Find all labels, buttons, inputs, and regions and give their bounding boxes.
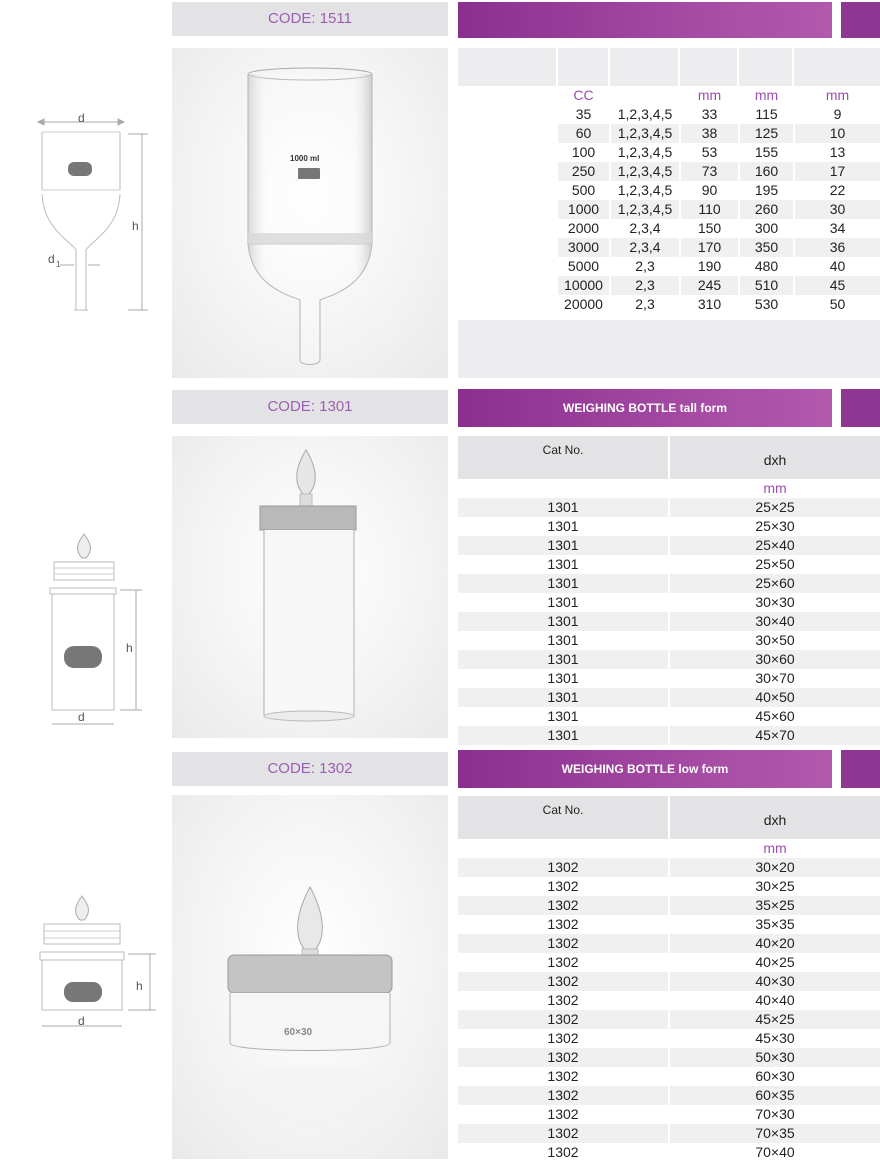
table-cell: 1302 [458, 1048, 669, 1067]
table-cell: 1302 [458, 991, 669, 1010]
table-row [558, 200, 880, 219]
table-cell: 1301 [458, 574, 669, 593]
header-row [458, 796, 880, 839]
table-cell: 70×40 [669, 1143, 880, 1162]
table-cell: 1000 [558, 200, 610, 219]
unit-row [458, 839, 880, 858]
drawing-label-d: d [78, 1014, 85, 1028]
table-cell: 40×40 [669, 991, 880, 1010]
table-cell: 1301 [458, 498, 669, 517]
table-cell: 1302 [458, 877, 669, 896]
table-cell: 1302 [458, 1105, 669, 1124]
table-cell: 90 [680, 181, 739, 200]
table-row [458, 1029, 880, 1048]
table-cell: 40×50 [669, 688, 880, 707]
table-cell: 70×35 [669, 1124, 880, 1143]
table-row [458, 1048, 880, 1067]
unit-row [558, 86, 880, 105]
table-cell: 2,3 [610, 276, 680, 295]
table-cell: 25×60 [669, 574, 880, 593]
table-cell: 1301 [458, 707, 669, 726]
table-row [458, 1086, 880, 1105]
code-label: CODE: 1511 [268, 10, 352, 27]
table-row [458, 498, 880, 517]
table-cell: 310 [680, 295, 739, 314]
table-row [458, 972, 880, 991]
table-cell [458, 839, 669, 858]
table-cell: 60 [558, 124, 610, 143]
title-label: WEIGHING BOTTLE low form [561, 762, 729, 776]
table-cell: 35×25 [669, 896, 880, 915]
table-cell: 10000 [558, 276, 610, 295]
table-cell: 190 [680, 257, 739, 276]
table-cell: 1,2,3,4,5 [610, 124, 680, 143]
table-cell: 45×70 [669, 726, 880, 745]
table-row [458, 915, 880, 934]
table-row [458, 536, 880, 555]
table-cell: 250 [558, 162, 610, 181]
product-photo-1511 [172, 48, 448, 378]
table-row [558, 219, 880, 238]
code-label: CODE: 1302 [267, 760, 353, 777]
table-cell: 40×20 [669, 934, 880, 953]
table-row [458, 593, 880, 612]
table-cell: 115 [739, 105, 794, 124]
table-cell: 160 [739, 162, 794, 181]
table-cell: 350 [739, 238, 794, 257]
spec-table-1302 [458, 796, 880, 1162]
unit-row [458, 479, 880, 498]
table-cell: 30×50 [669, 631, 880, 650]
drawing-label-d: d [78, 710, 85, 724]
table-cell: 510 [739, 276, 794, 295]
table-cell: 30×20 [669, 858, 880, 877]
table-cell: 30 [794, 200, 880, 219]
table-cell: 60×30 [669, 1067, 880, 1086]
table-row [458, 858, 880, 877]
table-row [558, 257, 880, 276]
table-cell: mm [680, 86, 739, 105]
title-label: WEIGHING BOTTLE tall form [563, 401, 727, 415]
low-bottle-drawing-icon [30, 890, 170, 1035]
table-row [458, 991, 880, 1010]
table-cell: 110 [680, 200, 739, 219]
table-cell: 13 [794, 143, 880, 162]
table-cell: 1302 [458, 1067, 669, 1086]
table-cell: 480 [739, 257, 794, 276]
table-cell: 2,3 [610, 257, 680, 276]
table-cell: 9 [794, 105, 880, 124]
table-cell: 155 [739, 143, 794, 162]
table-row [558, 295, 880, 314]
drawing-label-h: h [126, 641, 133, 655]
title-bar-1302 [458, 750, 832, 788]
table-row [558, 276, 880, 295]
table-cell: 300 [739, 219, 794, 238]
table-cell: 1302 [458, 896, 669, 915]
table-cell: 2,3,4 [610, 219, 680, 238]
table-cell [610, 86, 680, 105]
table-cell: 1302 [458, 972, 669, 991]
table-cell: 1302 [458, 858, 669, 877]
table-cell: 1301 [458, 631, 669, 650]
table-cell: 500 [558, 181, 610, 200]
table-cell: 50×30 [669, 1048, 880, 1067]
table-cell: 36 [794, 238, 880, 257]
table-cell: 170 [680, 238, 739, 257]
table-cell: 30×30 [669, 593, 880, 612]
table-cell: 1302 [458, 934, 669, 953]
table-cell: 1,2,3,4,5 [610, 143, 680, 162]
table-cell: 1301 [458, 612, 669, 631]
drawing-label-d1-sub: 1 [56, 260, 61, 269]
table-row [458, 726, 880, 745]
table-cell: 1302 [458, 1124, 669, 1143]
photo-size-label: 60×30 [284, 1027, 313, 1038]
table-cell: 1302 [458, 1086, 669, 1105]
table-row [558, 181, 880, 200]
table-cell: 30×25 [669, 877, 880, 896]
table-row [458, 896, 880, 915]
table-cell: 25×25 [669, 498, 880, 517]
table-cell: 1302 [458, 953, 669, 972]
drawing-label-h: h [132, 219, 139, 233]
table-row [458, 877, 880, 896]
table-row [458, 1143, 880, 1162]
table-row [458, 555, 880, 574]
table-cell: 38 [680, 124, 739, 143]
table-cell: 60×35 [669, 1086, 880, 1105]
table-row [558, 162, 880, 181]
funnel-drawing-icon [30, 110, 170, 320]
table-cell: 1,2,3,4,5 [610, 181, 680, 200]
product-photo-1302 [172, 795, 448, 1159]
table-cell: 1,2,3,4,5 [610, 105, 680, 124]
table-cell: Cat No. [458, 436, 669, 479]
drawing-label-d1: d [48, 252, 55, 266]
table-row [458, 1010, 880, 1029]
table-cell: 1301 [458, 650, 669, 669]
table-cell: 25×40 [669, 536, 880, 555]
table-cell: 1301 [458, 593, 669, 612]
table-cell: 30×70 [669, 669, 880, 688]
table-cell: mm [739, 86, 794, 105]
table-cell: 245 [680, 276, 739, 295]
table-footer-1511 [458, 320, 880, 378]
table-row [458, 953, 880, 972]
table-cell: 53 [680, 143, 739, 162]
table-cell: 195 [739, 181, 794, 200]
table-cell: 35 [558, 105, 610, 124]
table-cell: 3000 [558, 238, 610, 257]
table-cell: 1,2,3,4,5 [610, 162, 680, 181]
table-cell: 30×40 [669, 612, 880, 631]
table-row [458, 1105, 880, 1124]
table-cell: 1302 [458, 1029, 669, 1048]
table-cell: Cat No. [458, 796, 669, 839]
table-cell: 10 [794, 124, 880, 143]
table-cell: 1301 [458, 517, 669, 536]
accent-square [841, 750, 880, 788]
table-cell: 1301 [458, 726, 669, 745]
table-cell: mm [669, 479, 880, 498]
table-cell: 2,3 [610, 295, 680, 314]
table-cell: 1301 [458, 688, 669, 707]
table-row [458, 707, 880, 726]
table-cell: 260 [739, 200, 794, 219]
code-label: CODE: 1301 [267, 398, 353, 415]
code-bar-1302 [172, 752, 448, 786]
table-cell: 5000 [558, 257, 610, 276]
photo-volume-label: 1000 ml [290, 154, 320, 163]
table-row [458, 650, 880, 669]
table-cell: 70×30 [669, 1105, 880, 1124]
table-row [558, 238, 880, 257]
table-cell: 34 [794, 219, 880, 238]
drawing-label-h: h [136, 979, 143, 993]
table-cell: 2,3,4 [610, 238, 680, 257]
table-cell: 20000 [558, 295, 610, 314]
table-cell: 50 [794, 295, 880, 314]
table-cell: 1302 [458, 915, 669, 934]
table-cell: 45 [794, 276, 880, 295]
accent-square [841, 2, 880, 38]
table-row [458, 1124, 880, 1143]
table-cell: 40×25 [669, 953, 880, 972]
table-cell: 1302 [458, 1143, 669, 1162]
table-cell: 22 [794, 181, 880, 200]
table-cell: 25×30 [669, 517, 880, 536]
table-cell: 1302 [458, 1010, 669, 1029]
table-cell: dxh [669, 796, 880, 839]
table-cell: mm [669, 839, 880, 858]
table-cell: mm [794, 86, 880, 105]
spec-table-1301 [458, 436, 880, 745]
table-cell: 530 [739, 295, 794, 314]
table-cell: 45×30 [669, 1029, 880, 1048]
table-row [458, 934, 880, 953]
table-cell: 25×50 [669, 555, 880, 574]
table-cell: 45×60 [669, 707, 880, 726]
table-cell: 1301 [458, 669, 669, 688]
table-cell [458, 479, 669, 498]
product-photo-1301 [172, 436, 448, 738]
header-row [458, 436, 880, 479]
spec-table-1511 [558, 86, 880, 314]
table-row [458, 669, 880, 688]
table-row [458, 574, 880, 593]
table-cell: 125 [739, 124, 794, 143]
table-cell: 100 [558, 143, 610, 162]
tall-bottle-drawing-icon [40, 528, 160, 733]
table-row [558, 143, 880, 162]
table-cell: 73 [680, 162, 739, 181]
code-bar-1301 [172, 390, 448, 424]
title-bar-1301 [458, 389, 832, 427]
table-cell: 1,2,3,4,5 [610, 200, 680, 219]
table-cell: 33 [680, 105, 739, 124]
table-row [558, 124, 880, 143]
table-cell: CC [558, 86, 610, 105]
table-row [558, 105, 880, 124]
table-cell: 150 [680, 219, 739, 238]
table-cell: 2000 [558, 219, 610, 238]
table-cell: 35×35 [669, 915, 880, 934]
code-bar-1511 [172, 2, 448, 36]
table-cell: 17 [794, 162, 880, 181]
title-bar-1511 [458, 2, 832, 38]
table-cell: dxh [669, 436, 880, 479]
table-row [458, 612, 880, 631]
drawing-label-d: d [78, 111, 85, 125]
table-cell: 30×60 [669, 650, 880, 669]
table-row [458, 1067, 880, 1086]
accent-square [841, 389, 880, 427]
table-cell: 40 [794, 257, 880, 276]
table-row [458, 688, 880, 707]
table-row [458, 631, 880, 650]
table-cell: 45×25 [669, 1010, 880, 1029]
table-header-1511 [458, 48, 880, 86]
table-cell: 40×30 [669, 972, 880, 991]
table-cell: 1301 [458, 536, 669, 555]
table-row [458, 517, 880, 536]
table-cell: 1301 [458, 555, 669, 574]
